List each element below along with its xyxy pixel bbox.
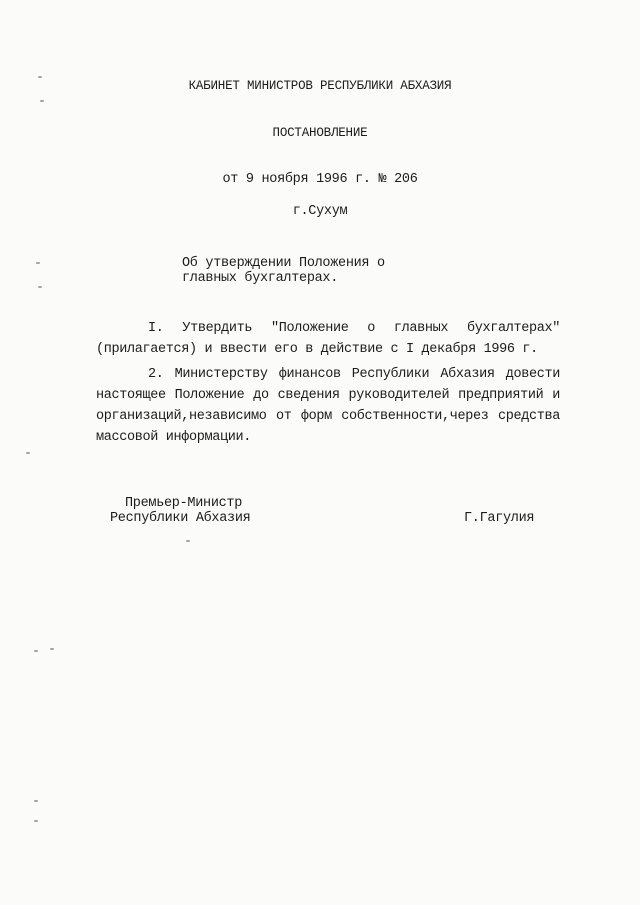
document-type: ПОСТАНОВЛЕНИЕ xyxy=(272,126,368,140)
scan-speck xyxy=(36,262,40,264)
subject-line-1: Об утверждении Положения о xyxy=(182,256,385,271)
signatory-position-line-1: Премьер-Министр xyxy=(125,496,243,511)
scan-speck xyxy=(50,648,54,650)
scan-speck xyxy=(186,540,190,542)
signatory-name: Г.Гагулия xyxy=(464,511,535,526)
signatory-position-line-2: Республики Абхазия xyxy=(110,511,251,526)
decree-paragraph-2 xyxy=(96,364,560,448)
scan-speck xyxy=(26,452,30,454)
paragraph-2-text: 2. Министерству финансов Республики Абхазия довести настоящее Положение до сведения руководителей предприятий и организаций,независимо от форм собственности,через средства массовой информации. xyxy=(96,367,560,445)
place: г.Сухум xyxy=(292,204,348,219)
scan-speck xyxy=(34,800,38,802)
scan-speck xyxy=(40,100,44,102)
paragraph-1-text: I. Утвердить "Положение о главных бухгалтерах"(прилагается) и ввести его в действие с I декабря 1996 г. xyxy=(96,321,560,357)
date-and-number: от 9 ноября 1996 г. № 206 xyxy=(222,172,418,187)
decree-paragraph-1 xyxy=(96,318,560,360)
scan-speck xyxy=(38,76,42,78)
scan-speck xyxy=(34,820,38,822)
issuing-authority: КАБИНЕТ МИНИСТРОВ РЕСПУБЛИКИ АБХАЗИЯ xyxy=(188,79,452,93)
subject-line-2: главных бухгалтерах. xyxy=(182,271,339,286)
scan-speck xyxy=(34,650,38,652)
scan-speck xyxy=(38,286,42,288)
